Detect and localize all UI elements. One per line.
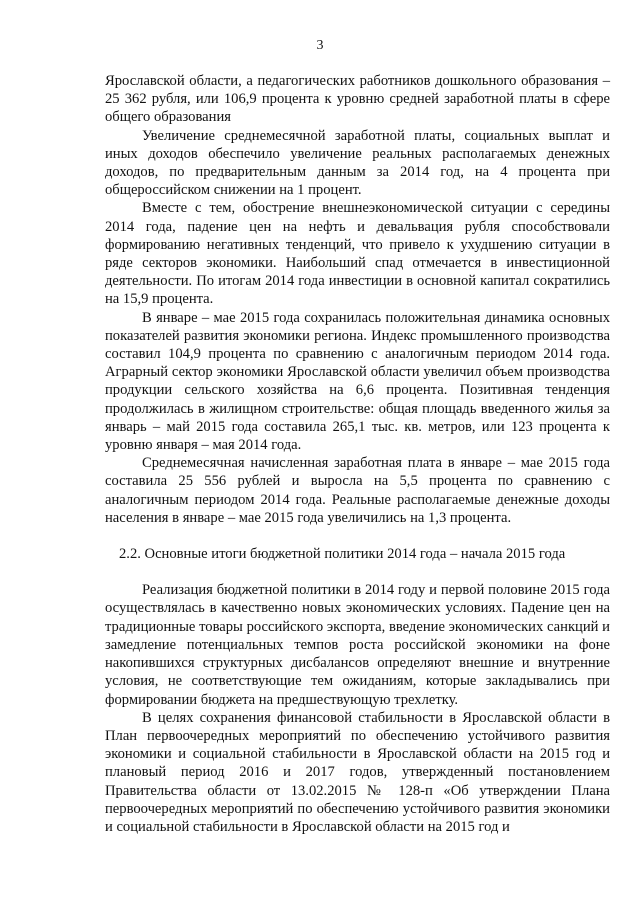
document-body	[105, 72, 610, 836]
paragraph-income: Увеличение среднемесячной заработной платы, социальных выплат и иных доходов обеспечило увеличение реальных располагаемых денежных доходов, по предварительным данным за 2014 год, на 4 процента при общероссийском снижении на 1 процент.	[105, 127, 610, 199]
paragraph-wages: Среднемесячная начисленная заработная плата в январе – мае 2015 года составила 25 556 рублей и выросла на 5,5 процента по сравнению с аналогичным периодом 2014 года. Реальные располагаемые денежные доходы населения в январе – мае 2015 года увеличились на 1,3 процента.	[105, 455, 610, 526]
paragraph-economic-situation: Вместе с тем, обострение внешнеэкономической ситуации с середины 2014 года, падение цен на нефть и девальвация рубля способствовали формированию негативных тенденций, что привело к ухудшению ситуации в ряде секторов экономики. Наибольший спад отмечается в инвестиционной деятельности. По итогам 2014 года инвестиции в основной капитал сократились на 15,9 процента.	[105, 200, 610, 308]
paragraph-budget-policy: Реализация бюджетной политики в 2014 году и первой половине 2015 года осуществлялась в качественно новых экономических условиях. Падение цен на традиционные товары российского экспорта, введение экономических санкций и замедление потенциальных темпов роста российской экономики на фоне накопившихся структурных дисбалансов определяют внешние и внутренние условия, не соответствующие тем ожиданиям, которые закладывались при формировании бюджета на предшествующую трехлетку.	[105, 582, 610, 708]
page-number: 3	[316, 38, 324, 53]
paragraph-regional-dynamics: В январе – мае 2015 года сохранилась положительная динамика основных показателей развития экономики региона. Индекс промышленного производства составил 104,9 процента по сравнению с аналогичным периодом 2014 года. Аграрный сектор экономики Ярославской области увеличил объем производства продукции сельского хозяйства на 6,6 процента. Позитивная тенденция продолжилась в жилищном строительстве: общая площадь введенного жилья за январь – май 2015 года составила 265,1 тыс. кв. метров, или 123 процента к уровню января – мая 2014 года.	[105, 309, 610, 454]
paragraph-continuation: Ярославской области, а педагогических работников дошкольного образования – 25 362 рубля, или 106,9 процента к уровню средней заработной платы в сфере общего образования	[105, 73, 610, 126]
paragraph-financial-stability: В целях сохранения финансовой стабильности в Ярославской области в План первоочередных мероприятий по обеспечению устойчивого развития экономики и социальной стабильности в Ярославской области на 2015 год и плановый период 2016 и 2017 годов, утвержденный постановлением Правительства области от 13.02.2015 № 128-п «Об утверждении Плана первоочередных мероприятий по обеспечению устойчивого развития экономики и социальной стабильности в Ярославской области на 2015 год и	[105, 709, 610, 835]
section-heading: 2.2. Основные итоги бюджетной политики 2014 года – начала 2015 года	[119, 546, 566, 563]
